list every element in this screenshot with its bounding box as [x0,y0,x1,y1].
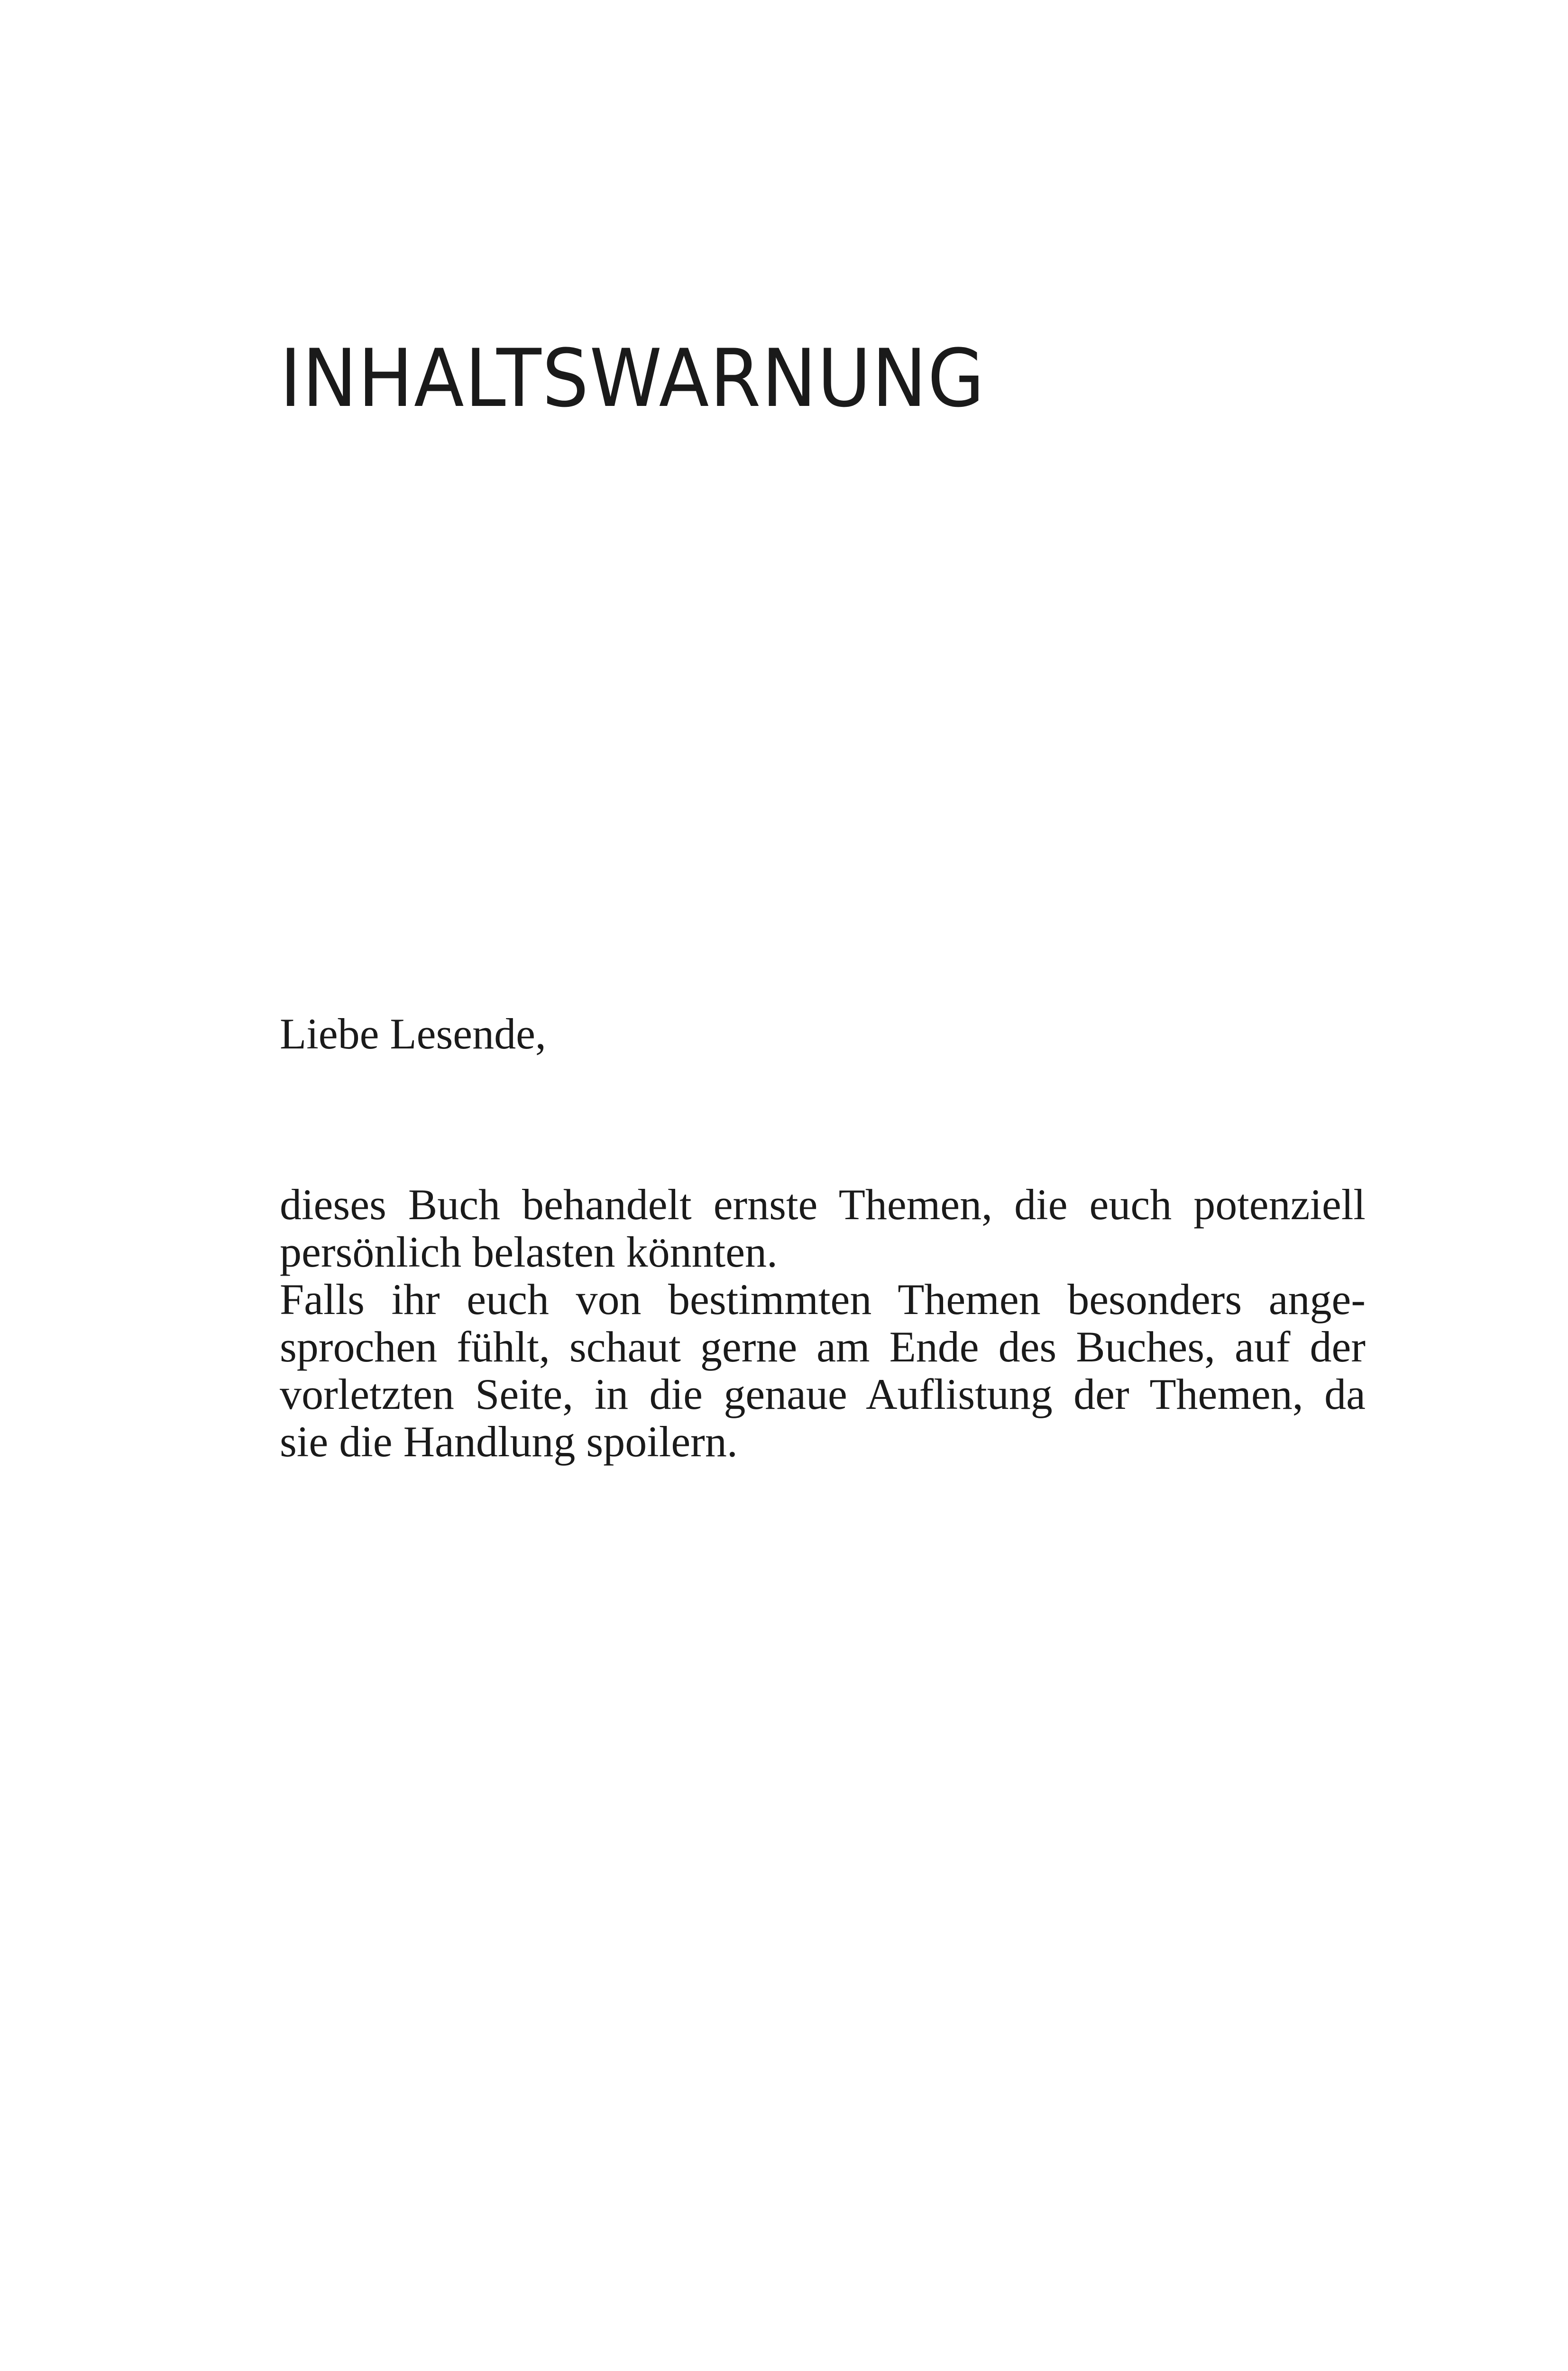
text-line-1: dieses Buch behandelt ernste Themen, die euch potenziell [280,1180,1366,1229]
text-line-5: vorletzten Seite, in die genaue Auflistung der Themen, da [280,1370,1366,1418]
text-line-4: sprochen fühlt, schaut gerne am Ende des Buches, auf der [280,1323,1366,1371]
warning-paragraph [280,1181,1366,1465]
salutation: Liebe Lesende, [280,1010,546,1058]
page-title: INHALTSWARNUNG [280,332,985,425]
text-line-6: sie die Handlung spoilern. [280,1417,738,1466]
text-line-2: persönlich belasten könnten. [280,1228,778,1276]
text-line-3: Falls ihr euch von bestimmten Themen besonders ange- [280,1275,1366,1323]
